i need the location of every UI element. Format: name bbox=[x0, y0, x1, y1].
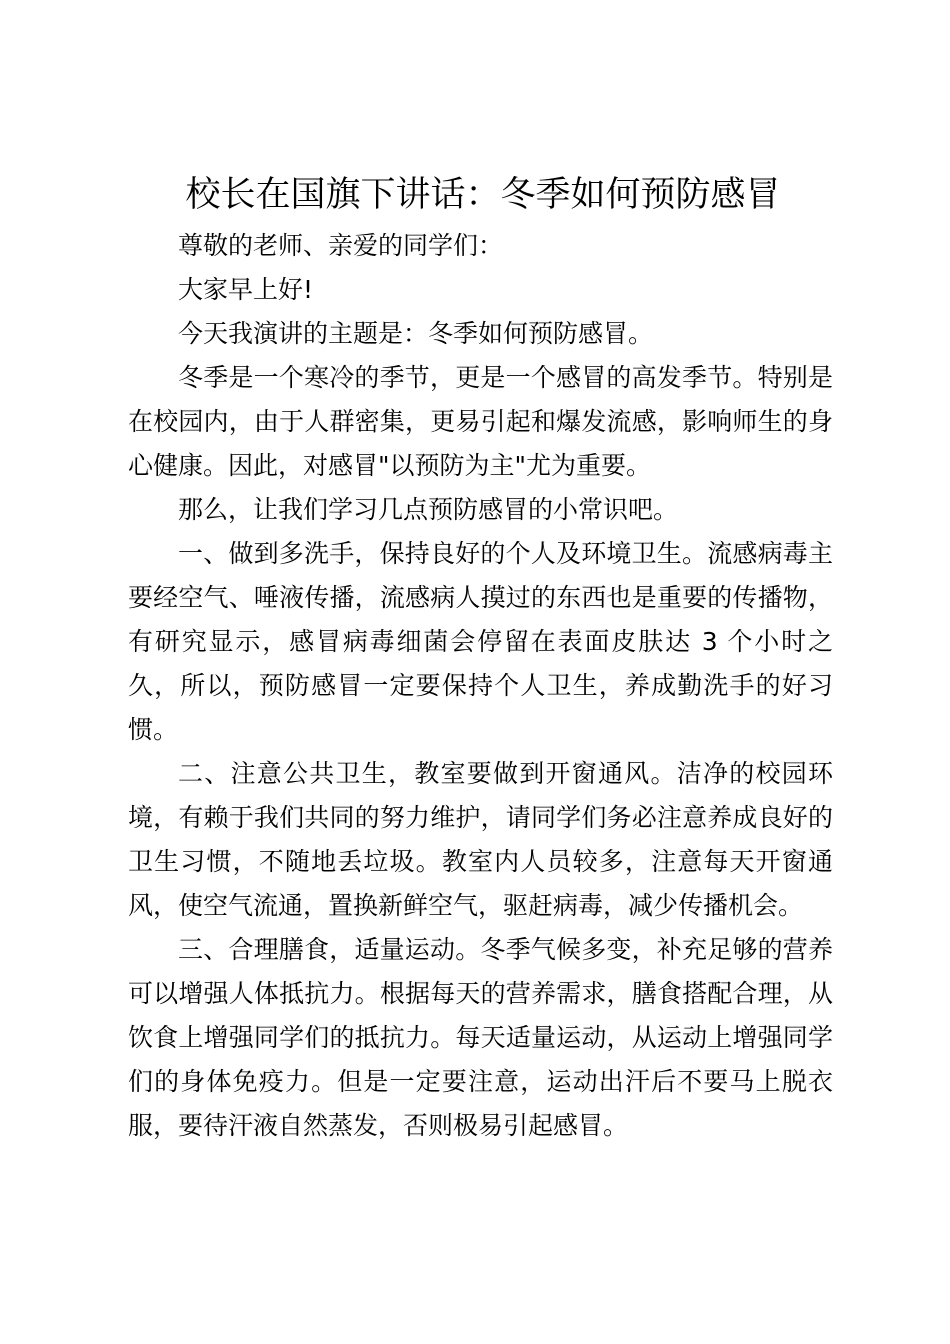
paragraph-transition: 那么，让我们学习几点预防感冒的小常识吧。 bbox=[178, 495, 679, 524]
paragraph-intro: 冬季是一个寒冷的季节，更是一个感冒的高发季节。特别是在校园内，由于人群密集，更易引起和爆发流感，影响师生的身心健康。因此，对感冒"以预防为主"尤为重要。 bbox=[128, 363, 833, 480]
paragraph-greeting: 大家早上好! bbox=[178, 275, 314, 304]
paragraph-salutation: 尊敬的老师、亲爱的同学们： bbox=[178, 231, 504, 260]
paragraph-topic: 今天我演讲的主题是：冬季如何预防感冒。 bbox=[178, 319, 654, 348]
document-title: 校长在国旗下讲话：冬季如何预防感冒 bbox=[185, 175, 781, 215]
paragraph-point-two: 二、注意公共卫生，教室要做到开窗通风。洁净的校园环境，有赖于我们共同的努力维护，请同学们务必注意养成良好的卫生习惯，不随地丢垃圾。教室内人员较多，注意每天开窗通风，使空气流通，置换新鲜空气，驱赶病毒，减少传播机会。 bbox=[128, 759, 833, 920]
paragraph-point-one: 一、做到多洗手，保持良好的个人及环境卫生。流感病毒主要经空气、唾液传播，流感病人摸过的东西也是重要的传播物，有研究显示，感冒病毒细菌会停留在表面皮肤达 3 个小时之久，所以，预防感冒一定要保持个人卫生，养成勤洗手的好习惯。 bbox=[128, 539, 833, 744]
paragraph-point-three: 三、合理膳食，适量运动。冬季气候多变，补充足够的营养可以增强人体抵抗力。根据每天的营养需求，膳食搭配合理，从饮食上增强同学们的抵抗力。每天适量运动，从运动上增强同学们的身体免疫力。但是一定要注意，运动出汗后不要马上脱衣服，要待汗液自然蒸发，否则极易引起感冒。 bbox=[128, 935, 833, 1140]
document-page bbox=[128, 170, 833, 1148]
